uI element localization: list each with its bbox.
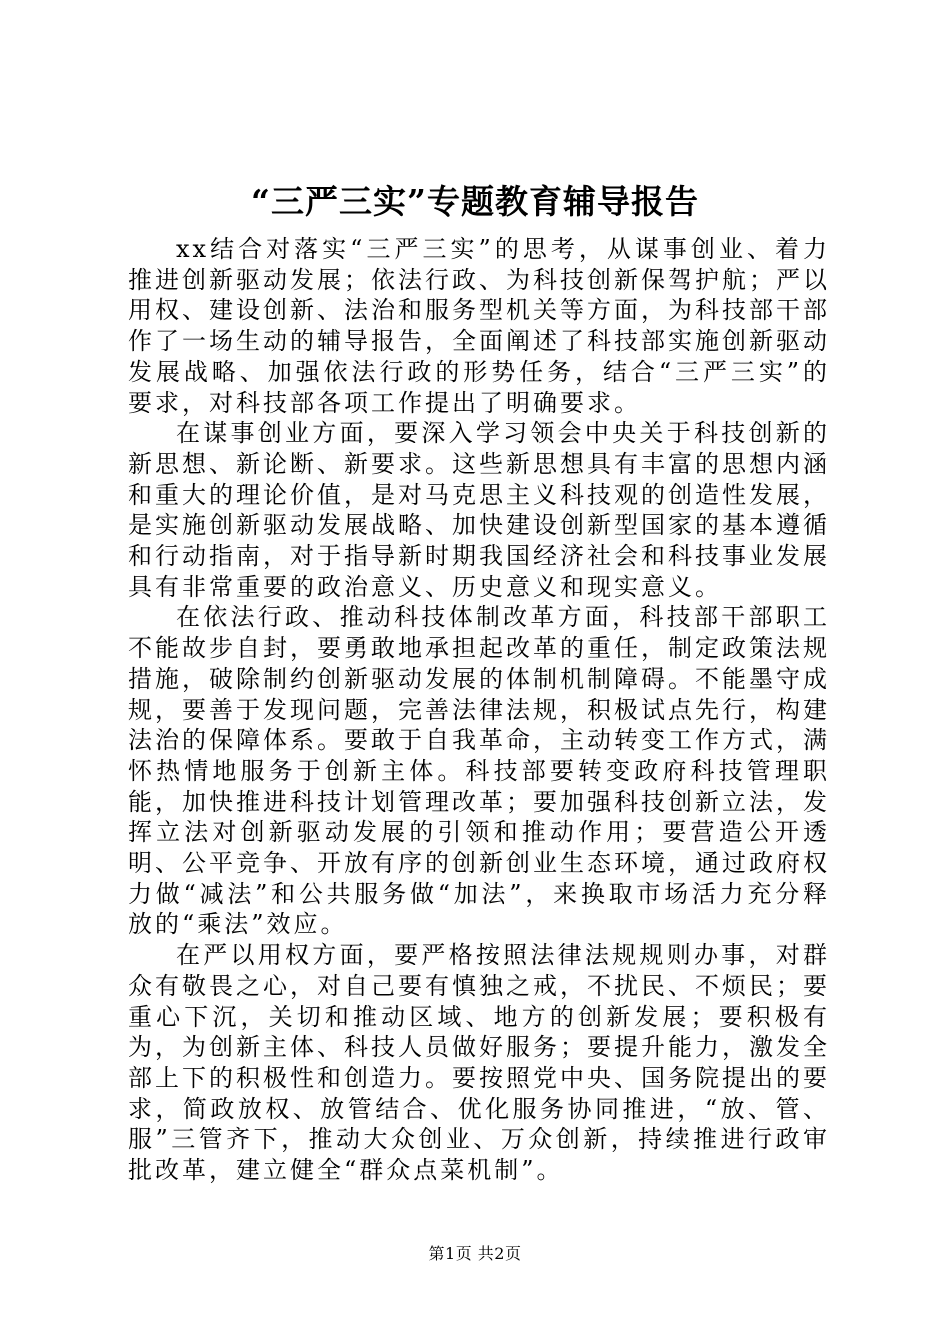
paragraph-intro: xx结合对落实“三严三实”的思考，从谋事创业、着力推进创新驱动发展；依法行政、为科技创新保驾护航；严以用权、建设创新、法治和服务型机关等方面，为科技部干部作了一场生动的辅导报告，全面阐述了科技部实施创新驱动发展战略、加强依法行政的形势任务，结合“三严三实”的要求，对科技部各项工作提出了明确要求。 <box>128 235 830 417</box>
document-title: “三严三实”专题教育辅导报告 <box>251 182 699 221</box>
page-indicator: 第1页 共2页 <box>428 1244 522 1263</box>
paragraph-use-of-power: 在严以用权方面，要严格按照法律法规规则办事，对群众有敬畏之心，对自己要有慎独之戒，不扰民、不烦民；要重心下沉，关切和推动区域、地方的创新发展；要积极有为，为创新主体、科技人员做好服务；要提升能力，激发全部上下的积极性和创造力。要按照党中央、国务院提出的要求，简政放权、放管结合、优化服务协同推进，“放、管、服”三管齐下，推动大众创业、万众创新，持续推进行政审批改革，建立健全“群众点菜机制”。 <box>128 941 830 1185</box>
document-body <box>128 234 830 1186</box>
paragraph-planning: 在谋事创业方面，要深入学习领会中央关于科技创新的新思想、新论断、新要求。这些新思想具有丰富的思想内涵和重大的理论价值，是对马克思主义科技观的创造性发展，是实施创新驱动发展战略、加快建设创新型国家的基本遵循和行动指南，对于指导新时期我国经济社会和科技事业发展具有非常重要的政治意义、历史意义和现实意义。 <box>128 419 830 601</box>
paragraph-rule-of-law: 在依法行政、推动科技体制改革方面，科技部干部职工不能故步自封，要勇敢地承担起改革的重任，制定政策法规措施，破除制约创新驱动发展的体制机制障碍。不能墨守成规，要善于发现问题，完善法律法规，积极试点先行，构建法治的保障体系。要敢于自我革命，主动转变工作方式，满怀热情地服务于创新主体。科技部要转变政府科技管理职能，加快推进科技计划管理改革；要加强科技创新立法，发挥立法对创新驱动发展的引领和推动作用；要营造公开透明、公平竞争、开放有序的创新创业生态环境，通过政府权力做“减法”和公共服务做“加法”，来换取市场活力充分释放的“乘法”效应。 <box>128 603 830 939</box>
